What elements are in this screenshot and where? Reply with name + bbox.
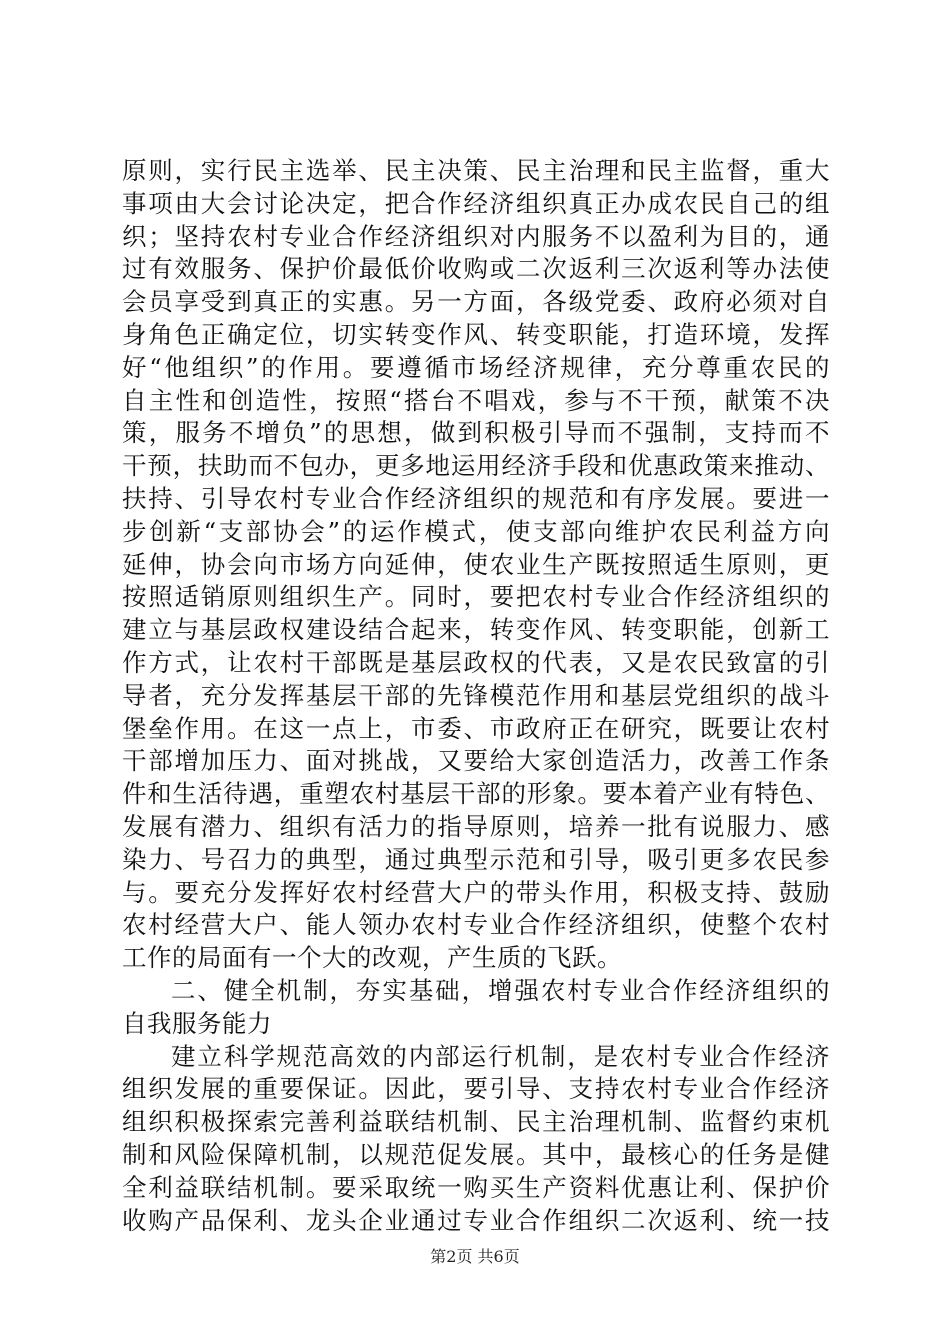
text-line: 制和风险保障机制，以规范促发展。其中，最核心的任务是健 [122,1139,830,1169]
text-line: 延伸，协会向市场方向延伸，使农业生产既按照适生原则，更 [122,549,830,579]
text-line: 会员享受到真正的实惠。另一方面，各级党委、政府必须对自 [122,287,830,317]
text-line: 建立科学规范高效的内部运行机制，是农村专业合作经济 [171,1041,830,1071]
section-heading-line: 自我服务能力 [122,1008,272,1038]
section-heading-line: 二、健全机制，夯实基础，增强农村专业合作经济组织的 [171,975,830,1005]
text-line: 身角色正确定位，切实转变作风、转变职能，打造环境，发挥 [122,319,830,349]
text-line: 收购产品保利、龙头企业通过专业合作组织二次返利、统一技 [122,1205,830,1235]
text-line: 染力、号召力的典型，通过典型示范和引导，吸引更多农民参 [122,844,830,874]
text-line: 按照适销原则组织生产。同时，要把农村专业合作经济组织的 [122,582,830,612]
body-text [122,155,830,1237]
text-line: 农村经营大户、能人领办农村专业合作经济组织，使整个农村 [122,910,830,940]
text-line: 件和生活待遇，重塑农村基层干部的形象。要本着产业有特色、 [122,779,830,809]
text-line: 作方式，让农村干部既是基层政权的代表，又是农民致富的引 [122,647,830,677]
page-number-footer: 第2页 共6页 [430,1247,520,1266]
text-line: 过有效服务、保护价最低价收购或二次返利三次返利等办法使 [122,254,830,284]
text-line: 全利益联结机制。要采取统一购买生产资料优惠让利、保护价 [122,1172,830,1202]
paragraph-end-line: 工作的局面有一个大的改观，产生质的飞跃。 [122,943,622,973]
text-line: 堡垒作用。在这一点上，市委、市政府正在研究，既要让农村 [122,713,830,743]
text-line: 发展有潜力、组织有活力的指导原则，培养一批有说服力、感 [122,811,830,841]
text-line: 原则，实行民主选举、民主决策、民主治理和民主监督，重大 [122,156,830,185]
text-line: 干部增加压力、面对挑战，又要给大家创造活力，改善工作条 [122,746,830,776]
text-line: 扶持、引导农村专业合作经济组织的规范和有序发展。要进一 [122,483,830,513]
text-line: 干预，扶助而不包办，更多地运用经济手段和优惠政策来推动、 [122,451,830,481]
text-line: 组织积极探索完善利益联结机制、民主治理机制、监督约束机 [122,1107,830,1137]
text-line: 自主性和创造性，按照“搭台不唱戏，参与不干预，献策不决 [122,385,830,415]
text-line: 导者，充分发挥基层干部的先锋模范作用和基层党组织的战斗 [122,680,830,710]
text-line: 建立与基层政权建设结合起来，转变作风、转变职能，创新工 [122,615,830,645]
text-line: 事项由大会讨论决定，把合作经济组织真正办成农民自己的组 [122,188,830,218]
text-line: 组织发展的重要保证。因此，要引导、支持农村专业合作经济 [122,1074,830,1104]
text-line: 好“他组织”的作用。要遵循市场经济规律，充分尊重农民的 [122,352,830,382]
text-line: 与。要充分发挥好农村经营大户的带头作用，积极支持、鼓励 [122,877,830,907]
text-line: 策，服务不增负”的思想，做到积极引导而不强制，支持而不 [122,418,830,448]
text-line: 织；坚持农村专业合作经济组织对内服务不以盈利为目的，通 [122,221,830,251]
text-line: 步创新“支部协会”的运作模式，使支部向维护农民利益方向 [122,516,830,546]
